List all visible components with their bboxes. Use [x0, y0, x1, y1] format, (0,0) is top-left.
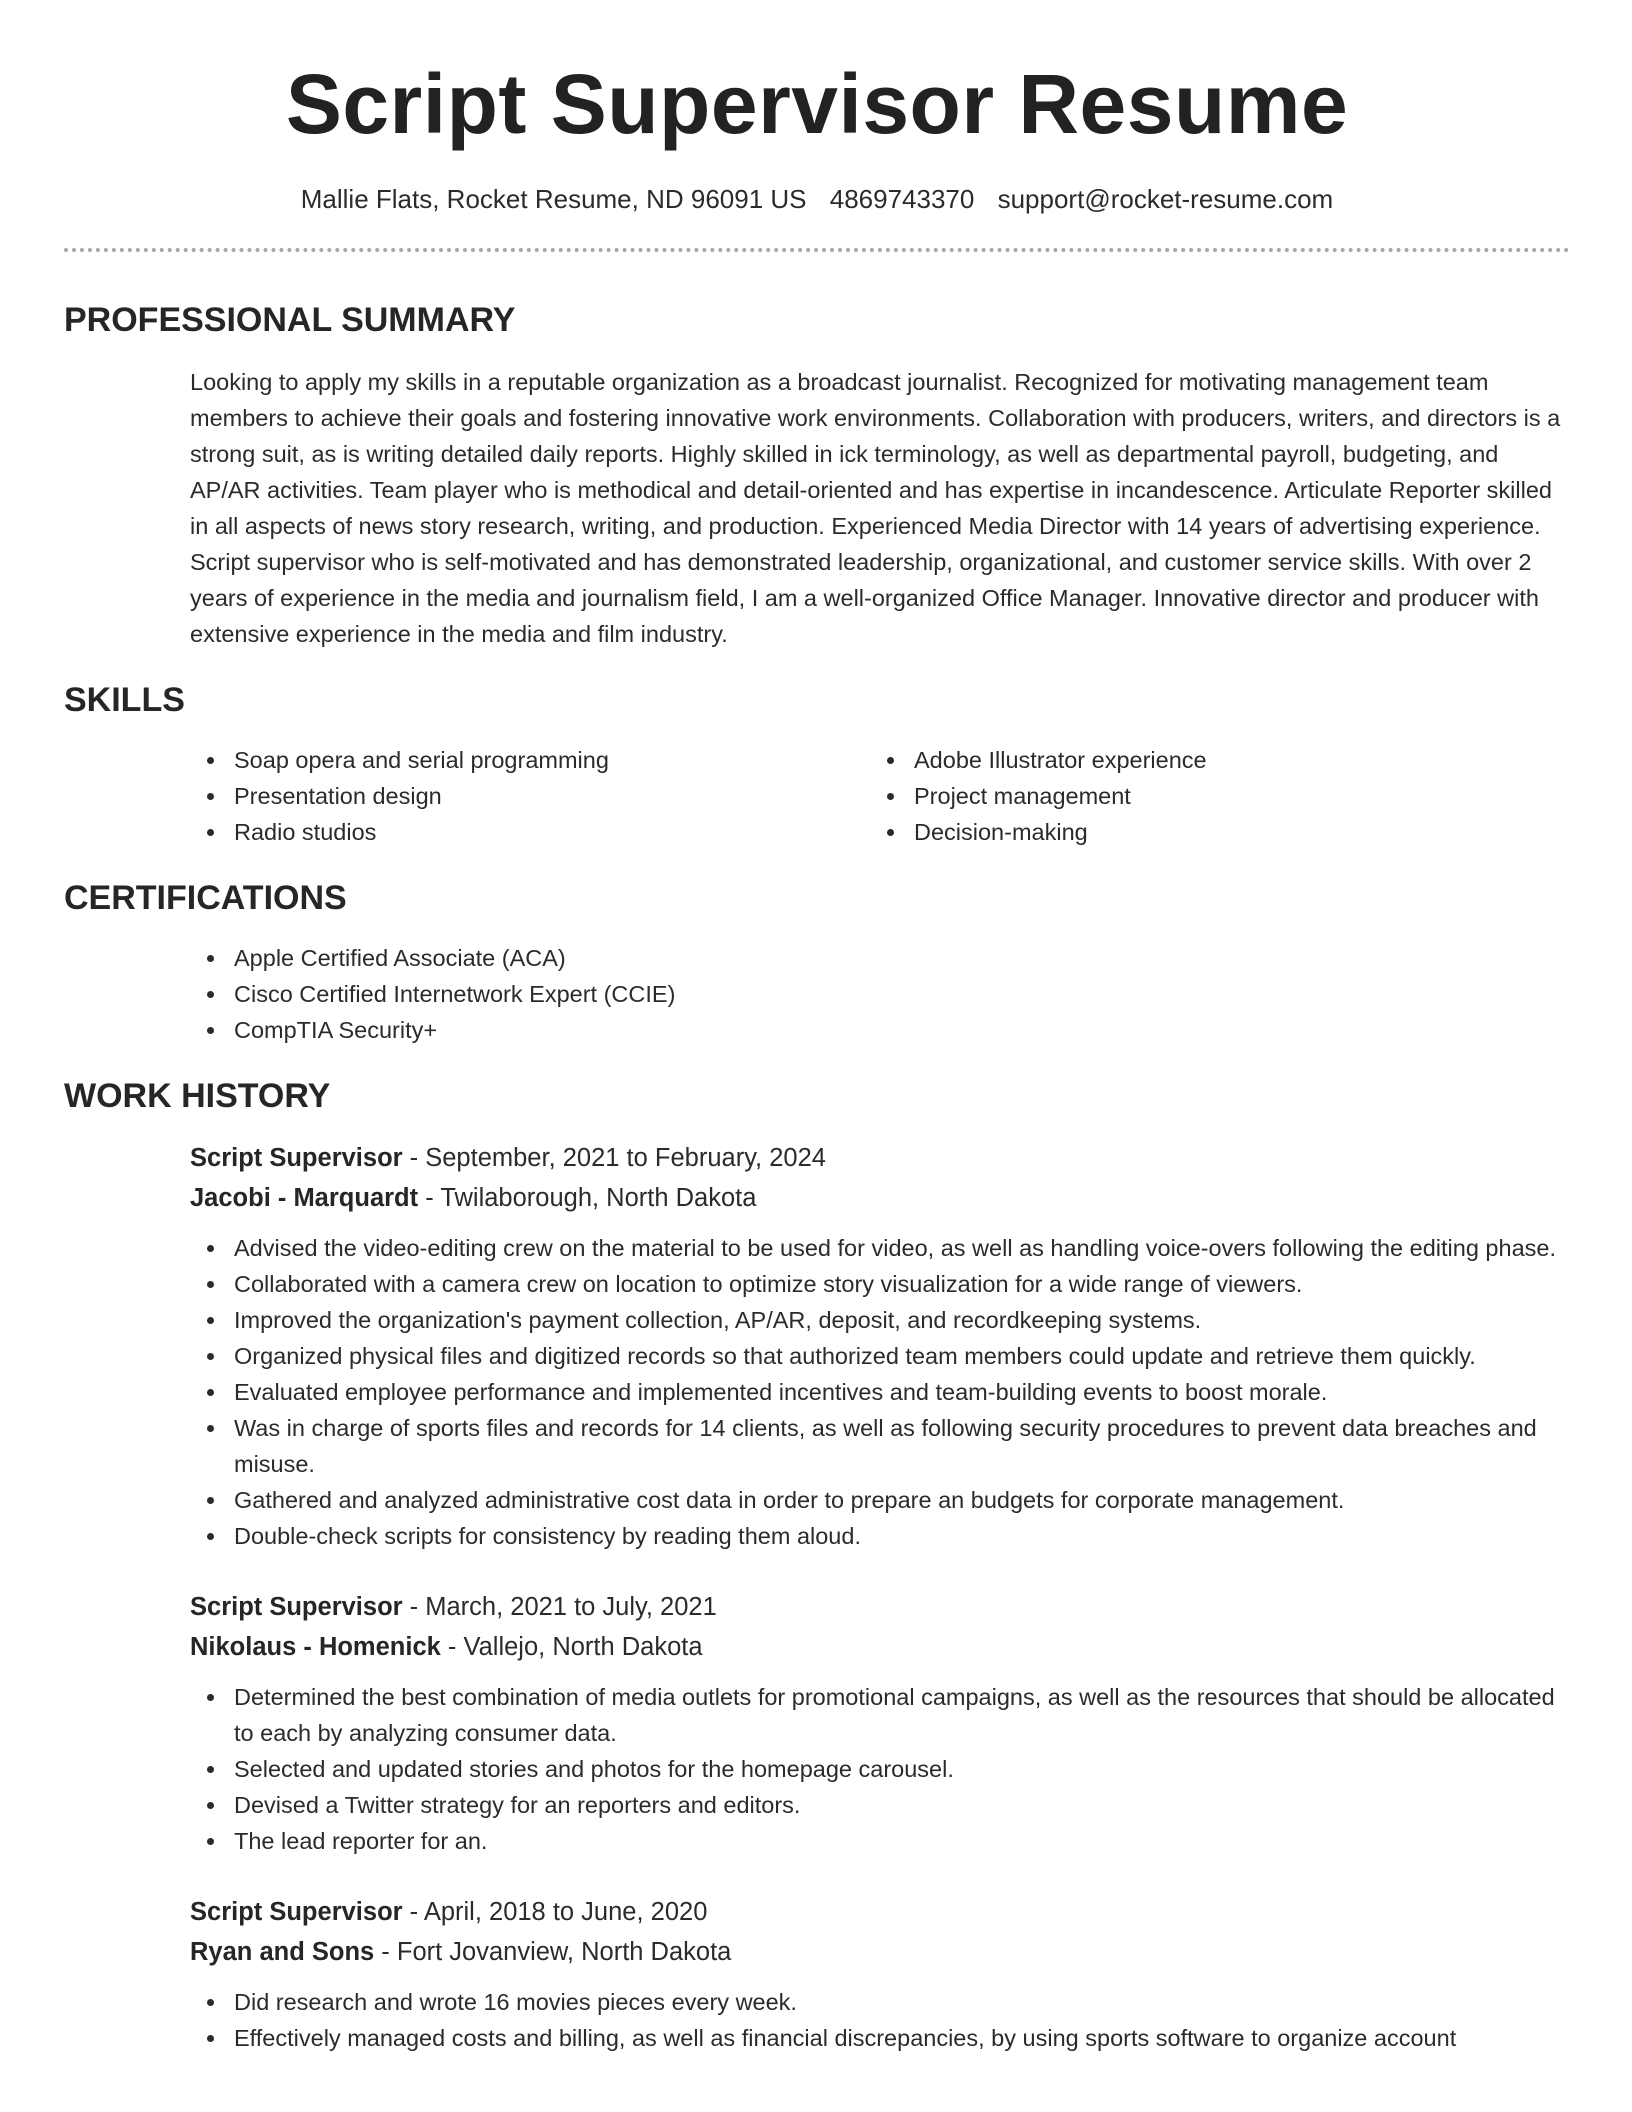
certification-item: Cisco Certified Internetwork Expert (CCIE) — [190, 976, 1570, 1012]
contact-address: Mallie Flats, Rocket Resume, ND 96091 US — [300, 184, 807, 214]
job-role: Script Supervisor — [190, 1144, 403, 1172]
job-location: - Vallejo, North Dakota — [440, 1633, 703, 1661]
job-company-line — [190, 1932, 1570, 1972]
skill-item: Radio studios — [190, 814, 870, 850]
job-bullet: Organized physical files and digitized records so that authorized team members could update and retrieve them quickly. — [190, 1338, 1570, 1374]
summary-text: Looking to apply my skills in a reputable organization as a broadcast journalist. Recognized for motivating management team members to achieve their goals and fostering innovative work environments. Collaboration with producers, writers, and directors is a strong suit, as is writing detailed daily reports. Highly skilled in ick terminology, as well as departmental payroll, budgeting, and AP/AR activities. Team player who is methodical and detail-oriented and has expertise in incandescence. Articulate Reporter skilled in all aspects of news story research, writing, and production. Experienced Media Director with 14 years of advertising experience. Script supervisor who is self-motivated and has demonstrated leadership, organizational, and customer service skills. With over 2 years of experience in the media and journalism field, I am a well-organized Office Manager. Innovative director and producer with extensive experience in the media and film industry. — [190, 369, 1561, 647]
job-company: Nikolaus - Homenick — [190, 1633, 441, 1661]
skills-column-left — [190, 742, 870, 850]
job-bullet: Effectively managed costs and billing, as well as financial discrepancies, by using sports software to organize account — [190, 2020, 1570, 2056]
job-dates: - September, 2021 to February, 2024 — [402, 1144, 826, 1172]
job-company: Ryan and Sons — [190, 1938, 375, 1966]
job-location: - Fort Jovanview, North Dakota — [374, 1938, 732, 1966]
job-role: Script Supervisor — [190, 1593, 403, 1621]
skills-section — [64, 678, 1570, 850]
job-bullet: Determined the best combination of media outlets for promotional campaigns, as well as the resources that should be allocated to each by analyzing consumer data. — [190, 1679, 1570, 1751]
skill-item: Decision-making — [870, 814, 1550, 850]
job-role-line — [190, 1138, 1570, 1178]
skill-item: Adobe Illustrator experience — [870, 742, 1550, 778]
job-role: Script Supervisor — [190, 1898, 403, 1926]
job-bullet: Collaborated with a camera crew on location to optimize story visualization for a wide range of viewers. — [190, 1266, 1570, 1302]
skills-column-right — [870, 742, 1550, 850]
skills-grid — [190, 742, 1570, 850]
job-bullet-list — [190, 1230, 1570, 1554]
skill-item: Presentation design — [190, 778, 870, 814]
work-history-section — [64, 1074, 1570, 2056]
job-bullet: Did research and wrote 16 movies pieces every week. — [190, 1984, 1570, 2020]
job-entry — [190, 1587, 1570, 1859]
header-divider — [64, 248, 1570, 252]
certifications-heading: CERTIFICATIONS — [64, 879, 347, 917]
job-bullet: Selected and updated stories and photos for the homepage carousel. — [190, 1751, 1570, 1787]
contact-line — [64, 182, 1570, 216]
job-dates: - March, 2021 to July, 2021 — [402, 1593, 717, 1621]
job-dates: - April, 2018 to June, 2020 — [402, 1898, 708, 1926]
certifications-list — [190, 940, 1570, 1048]
skills-heading: SKILLS — [64, 681, 185, 719]
contact-email: support@rocket-resume.com — [997, 184, 1334, 214]
certifications-section — [64, 876, 1570, 1048]
resume-page — [64, 0, 1570, 2056]
job-bullet-list — [190, 1679, 1570, 1859]
work-history-heading: WORK HISTORY — [64, 1077, 331, 1115]
professional-summary-section — [64, 298, 1570, 652]
certification-item: Apple Certified Associate (ACA) — [190, 940, 1570, 976]
job-role-line — [190, 1892, 1570, 1932]
job-bullet: Double-check scripts for consistency by reading them aloud. — [190, 1518, 1570, 1554]
job-bullet: Was in charge of sports files and records for 14 clients, as well as following security procedures to prevent data breaches and misuse. — [190, 1410, 1570, 1482]
job-bullet-list — [190, 1984, 1570, 2056]
contact-phone: 4869743370 — [829, 184, 975, 214]
job-company: Jacobi - Marquardt — [190, 1184, 419, 1212]
resume-header — [64, 0, 1570, 216]
skill-item: Soap opera and serial programming — [190, 742, 870, 778]
certification-item: CompTIA Security+ — [190, 1012, 1570, 1048]
job-bullet: Improved the organization's payment collection, AP/AR, deposit, and recordkeeping systems. — [190, 1302, 1570, 1338]
job-bullet: Advised the video-editing crew on the material to be used for video, as well as handling voice-overs following the editing phase. — [190, 1230, 1570, 1266]
job-bullet: Evaluated employee performance and implemented incentives and team-building events to boost morale. — [190, 1374, 1570, 1410]
resume-title: Script Supervisor Resume — [285, 57, 1349, 151]
summary-heading: PROFESSIONAL SUMMARY — [64, 301, 516, 339]
job-company-line — [190, 1627, 1570, 1667]
job-entry — [190, 1138, 1570, 1554]
job-company-line — [190, 1178, 1570, 1218]
job-role-line — [190, 1587, 1570, 1627]
job-bullet: Gathered and analyzed administrative cost data in order to prepare an budgets for corporate management. — [190, 1482, 1570, 1518]
job-bullet: The lead reporter for an. — [190, 1823, 1570, 1859]
job-bullet: Devised a Twitter strategy for an reporters and editors. — [190, 1787, 1570, 1823]
job-entry — [190, 1892, 1570, 2056]
skill-item: Project management — [870, 778, 1550, 814]
job-location: - Twilaborough, North Dakota — [418, 1184, 757, 1212]
